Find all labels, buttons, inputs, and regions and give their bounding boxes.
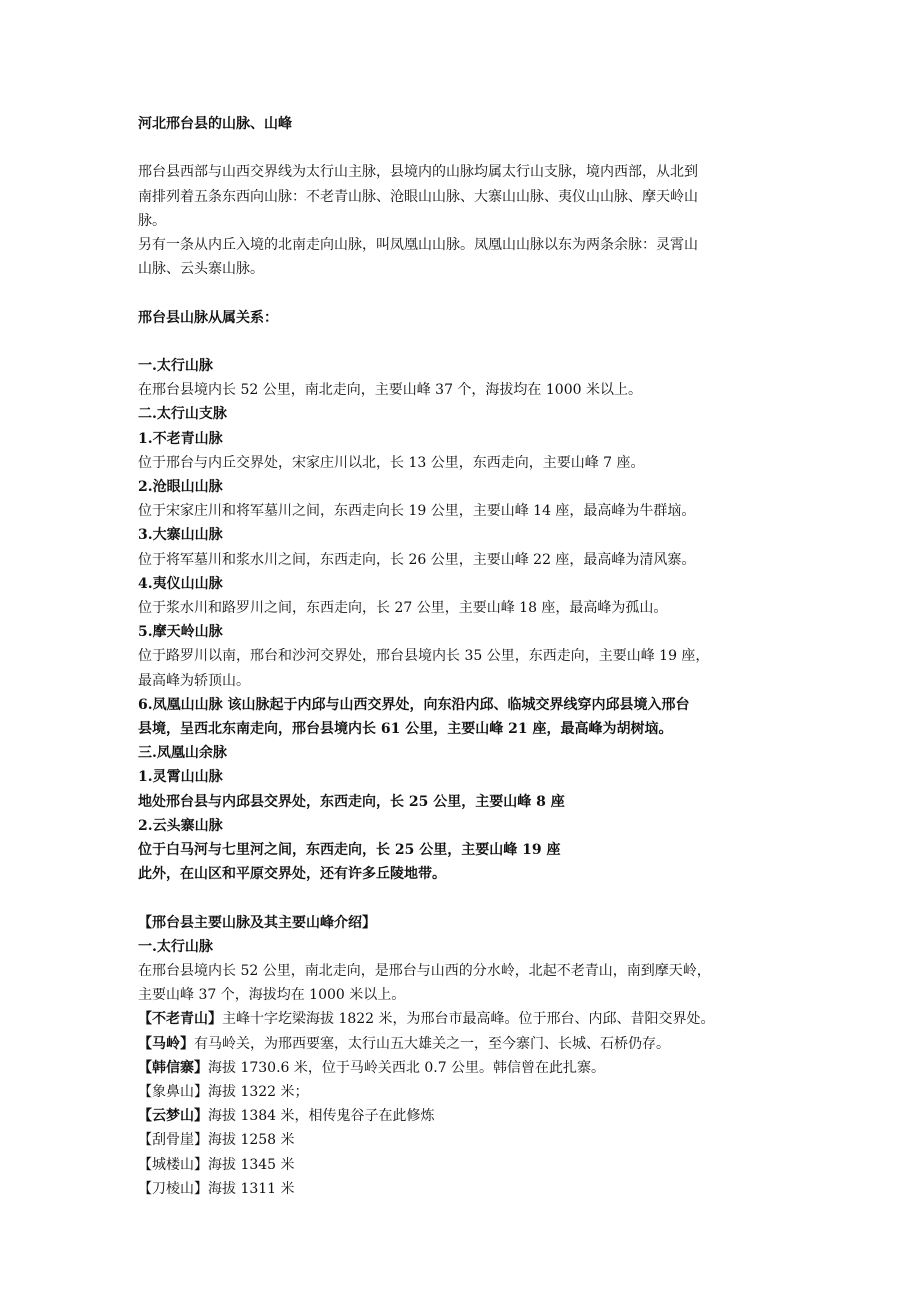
subheading: 1.不老青山脉 (138, 430, 223, 447)
intro-line: 南排列着五条东西向山脉：不老青山脉、沧眼山山脉、大寨山山脉、夷仪山山脉、摩天岭山 (138, 188, 698, 205)
subheading: 3.大寨山山脉 (138, 527, 223, 544)
subheading: 4.夷仪山山脉 (138, 575, 223, 592)
heading-branches: 二.太行山支脉 (138, 406, 227, 423)
paragraph: 位于浆水川和路罗川之间，东西走向，长 27 公里，主要山峰 18 座，最高峰为孤山。 (138, 600, 668, 617)
heading-fenghuang-branches: 三.凤凰山余脉 (138, 745, 227, 762)
peak-name: 【城楼山】 (138, 1156, 208, 1173)
subheading: 1.灵霄山山脉 (138, 769, 223, 786)
document-page (138, 112, 798, 1201)
peak-description: 海拔 1384 米，相传鬼谷子在此修炼 (208, 1108, 435, 1125)
intro-line: 另有一条从内丘入境的北南走向山脉，叫凤凰山山脉。凤凰山山脉以东为两条余脉：灵霄山 (138, 237, 698, 253)
heading-taihang: 一.太行山脉 (138, 938, 213, 955)
peak-list (138, 1007, 798, 1201)
paragraph-bold: 位于白马河与七里河之间，东西走向，长 25 公里，主要山峰 19 座 (138, 842, 561, 859)
paragraph: 位于宋家庄川和将军墓川之间，东西走向长 19 公里，主要山峰 14 座，最高峰为牛群垴。 (138, 503, 696, 520)
peak-entry (138, 1007, 798, 1031)
peak-description: 主峰十字圪梁海拔 1822 米，为邢台市最高峰。位于邢台、内邱、昔阳交界处。 (222, 1011, 715, 1028)
peak-description: 有马岭关，为邢西要塞，太行山五大雄关之一，至今寨门、长城、石桥仍存。 (194, 1035, 670, 1052)
subheading: 2.云头寨山脉 (138, 817, 223, 834)
peak-entry (138, 1128, 798, 1152)
heading-taihang: 一.太行山脉 (138, 357, 213, 374)
peak-entry (138, 1104, 798, 1128)
peak-entry (138, 1080, 798, 1104)
document-title: 河北邢台县的山脉、山峰 (138, 116, 292, 132)
subheading: 2.沧眼山山脉 (138, 479, 223, 495)
paragraph-bold: 6.凤凰山山脉 该山脉起于内邱与山西交界处，向东沿内邱、临城交界线穿内邱县境入邢台 (138, 696, 690, 713)
peak-name: 【刮骨崖】 (138, 1132, 208, 1149)
spacer (138, 886, 798, 910)
intro-line: 邢台县西部与山西交界线为太行山主脉，县境内的山脉均属太行山支脉，境内西部，从北到 (138, 164, 698, 181)
peak-description: 海拔 1730.6 米，位于马岭关西北 0.7 公里。韩信曾在此扎寨。 (208, 1059, 606, 1076)
paragraph: 位于将军墓川和浆水川之间，东西走向，长 26 公里，主要山峰 22 座，最高峰为清风寨。 (138, 551, 696, 568)
peak-name: 【不老青山】 (138, 1011, 222, 1028)
paragraph-bold: 此外，在山区和平原交界处，还有许多丘陵地带。 (138, 866, 446, 883)
paragraph: 位于邢台与内丘交界处，宋家庄川以北，长 13 公里，东西走向，主要山峰 7 座。 (138, 454, 645, 471)
spacer (138, 281, 798, 305)
peak-name: 【刀棱山】 (138, 1180, 208, 1197)
peak-name: 【云梦山】 (138, 1108, 208, 1125)
peak-entry (138, 1177, 798, 1201)
peak-description: 海拔 1322 米； (208, 1084, 309, 1101)
peak-description: 海拔 1258 米 (208, 1132, 295, 1149)
paragraph: 在邢台县境内长 52 公里，南北走向，是邢台与山西的分水岭，北起不老青山，南到摩天岭， (138, 963, 711, 980)
intro-line: 脉。 (138, 212, 166, 229)
paragraph: 位于路罗川以南，邢台和沙河交界处，邢台县境内长 35 公里，东西走向，主要山峰 19 座， (138, 648, 710, 665)
peak-entry (138, 1032, 798, 1056)
peak-entry (138, 1056, 798, 1080)
spacer (138, 136, 798, 160)
peak-name: 【象鼻山】 (138, 1084, 208, 1101)
intro-line: 山脉、云头寨山脉。 (138, 261, 264, 278)
peak-description: 海拔 1345 米 (208, 1156, 295, 1173)
peak-name: 【韩信寨】 (138, 1059, 208, 1076)
paragraph: 主要山峰 37 个，海拔均在 1000 米以上。 (138, 987, 406, 1004)
paragraph: 最高峰为轿顶山。 (138, 672, 250, 689)
peak-entry (138, 1153, 798, 1177)
subheading: 5.摩天岭山脉 (138, 624, 223, 641)
paragraph: 在邢台县境内长 52 公里，南北走向，主要山峰 37 个，海拔均在 1000 米以上。 (138, 382, 642, 399)
spacer (138, 330, 798, 354)
section-heading-relations: 邢台县山脉从属关系： (138, 309, 278, 326)
paragraph-bold: 地处邢台县与内邱县交界处，东西走向，长 25 公里，主要山峰 8 座 (138, 793, 565, 810)
peak-name: 【马岭】 (138, 1035, 194, 1052)
section-heading-peaks: 【邢台县主要山脉及其主要山峰介绍】 (138, 914, 376, 931)
paragraph-bold: 县境，呈西北东南走向，邢台县境内长 61 公里，主要山峰 21 座，最高峰为胡树垴。 (138, 721, 673, 738)
peak-description: 海拔 1311 米 (208, 1180, 295, 1197)
